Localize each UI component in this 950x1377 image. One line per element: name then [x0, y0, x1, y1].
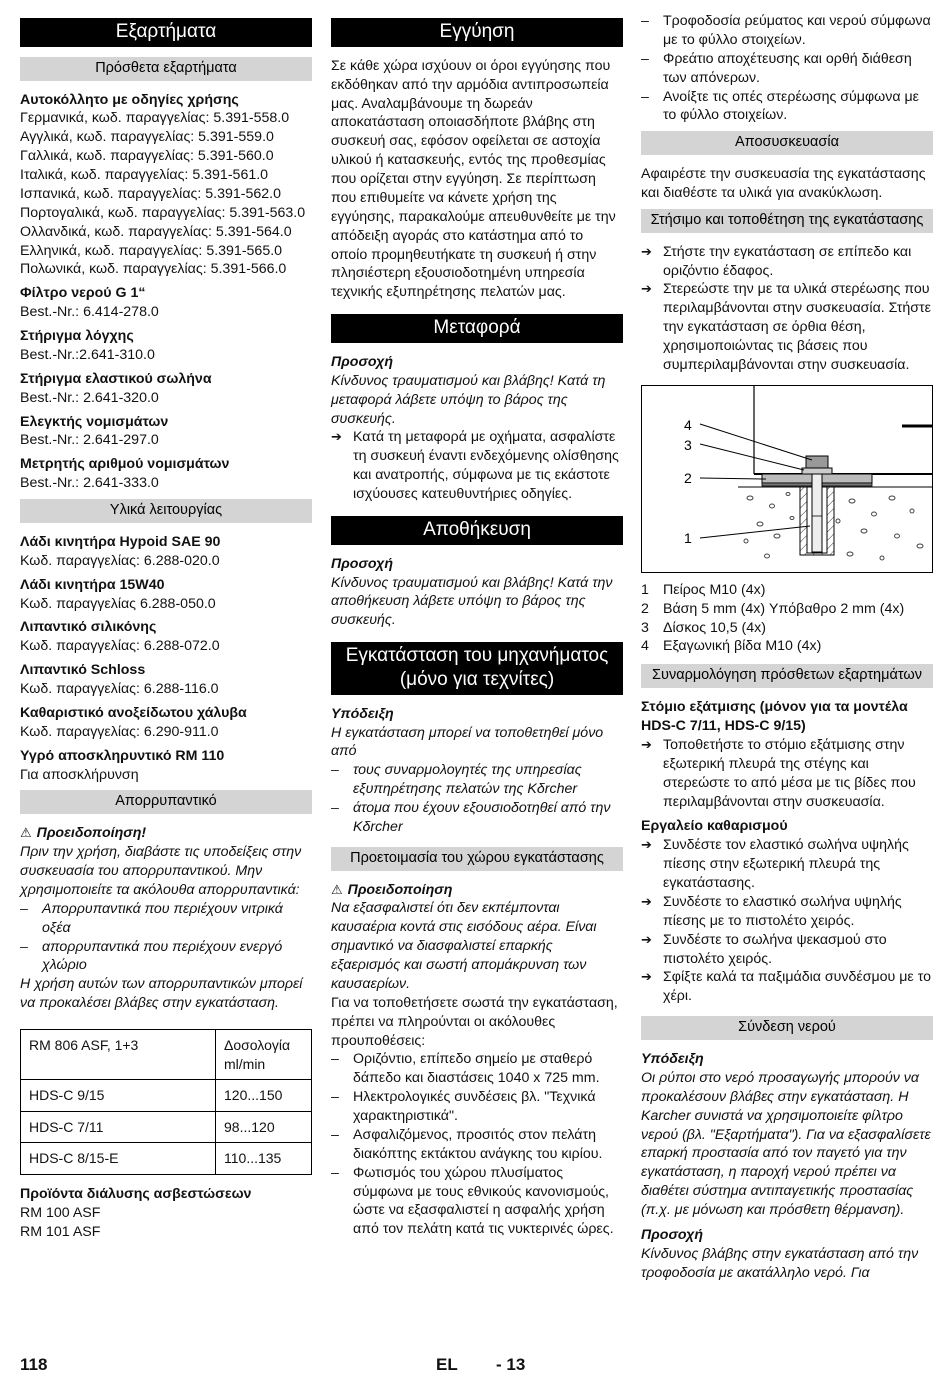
additional-accessories-heading: Πρόσθετα εξαρτήματα [20, 57, 312, 81]
list-item: – Ασφαλιζόμενος, προσιτός στον πελάτη διακόπτης εκτάκτου ανάγκης του κιρίου. [331, 1126, 623, 1164]
language-code: EL [436, 1355, 458, 1374]
diagram-label: 4 [684, 416, 692, 433]
sticker-line: Πολωνικά, κωδ. παραγγελίας: 5.391-566.0 [20, 261, 287, 278]
material-code: Κωδ. παραγγελίας 6.288-050.0 [20, 595, 216, 612]
sticker-line: Γερμανικά, κωδ. παραγγελίας: 5.391-558.0 [20, 110, 290, 127]
part-code: Best.-Nr.: 2.641-333.0 [20, 475, 159, 492]
water-caution-text: Κίνδυνος βλάβης στην εγκατάσταση από την τροφοδοσία με ακατάλληλο νερό. Για [641, 1245, 919, 1281]
list-item: – Τροφοδοσία ρεύματος και νερού σύμφωνα με το φύλλο στοιχείων. [641, 12, 933, 50]
table-header-cell: Δοσολογία ml/min [216, 1030, 312, 1080]
descale-line: RM 101 ASF [20, 1223, 101, 1240]
transport-caution-text: Κίνδυνος τραυματισμού και βλάβης! Κατά τη μεταφορά λάβετε υπόψη το βάρος της συσκευής. [331, 372, 606, 427]
list-item: – Οριζόντιο, επίπεδο σημείο με σταθερό δάπεδο και διαστάσεις 1040 x 725 mm. [331, 1050, 623, 1088]
table-cell: 98...120 [216, 1111, 312, 1143]
water-connection-heading: Σύνδεση νερού [641, 1016, 933, 1040]
column-2 [331, 14, 623, 1239]
storage-caution-text: Κίνδυνος τραυματισμού και βλάβης! Κατά την αποθήκευση λάβετε υπόψη το βάρος της συσκευής. [331, 574, 613, 629]
page-number-left: 118 [20, 1355, 48, 1374]
part-code: Best.-Nr.: 2.641-320.0 [20, 389, 159, 406]
detergent-warning-label: ⚠ Προειδοποίηση! [20, 825, 147, 842]
warning-triangle-icon: ⚠ [20, 825, 32, 841]
storage-title: Αποθήκευση [331, 516, 623, 545]
diagram-label: 3 [684, 436, 692, 453]
accessory-assembly-heading: Συναρμολόγηση πρόσθετων εξαρτημάτων [641, 664, 933, 688]
water-note-label: Υπόδειξη [641, 1051, 704, 1067]
requirements-list-continued [641, 12, 933, 125]
diagram-label: 2 [684, 469, 692, 486]
list-item: ➔ Συνδέστε το σωλήνα ψεκασμού στο πιστολέτο χειρός. [641, 931, 933, 969]
material-title: Λάδι κινητήρα Hypoid SAE 90 [20, 533, 221, 550]
unpacking-text: Αφαιρέστε την συσκευασία της εγκατάστασης και διαθέστε τα υλικά για ανακύκλωση. [641, 166, 926, 201]
transport-title: Μεταφορά [331, 314, 623, 343]
list-item: ➔ Σφίξτε καλά τα παξιμάδια συνδέσμου με το χέρι. [641, 968, 933, 1006]
list-item: – Ηλεκτρολογικές συνδέσεις βλ. "Τεχνικά χαρακτηριστικά". [331, 1088, 623, 1126]
list-item: – τους συναρμολογητές της υπηρεσίας εξυπηρέτησης πελατών της Kδrcher [331, 761, 623, 799]
setup-steps [641, 243, 933, 375]
materials-heading: Υλικά λειτουργίας [20, 499, 312, 523]
legend-item: 3 Δίσκος 10,5 (4x) [641, 619, 766, 636]
list-item: ➔ Στερεώστε την με τα υλικά στερέωσης που περιλαμβάνονται στην συσκευασία. Στήστε την εγκατάσταση σε όρθια θέση, χρησιμοποιώντας τις βάσεις που συμπεριλαμβάνονται στην συσκευασία. [641, 280, 933, 374]
sticker-line: Ελληνικά, κωδ. παραγγελίας: 5.391-565.0 [20, 242, 283, 259]
cleaning-tool-title: Εργαλείο καθαρισμού [641, 818, 788, 835]
table-cell: HDS-C 9/15 [21, 1080, 216, 1112]
warranty-title: Εγγύηση [331, 18, 623, 47]
sticker-line: Ιταλικά, κωδ. παραγγελίας: 5.391-561.0 [20, 167, 269, 184]
cleaning-tool-steps [641, 836, 933, 1006]
list-item: – Φρεάτιο αποχέτευσης και ορθή διάθεση των απόνερων. [641, 50, 933, 88]
legend-item: 4 Εξαγωνική βίδα M10 (4x) [641, 638, 822, 655]
site-preparation-heading: Προετοιμασία του χώρου εγκατάστασης [331, 847, 623, 871]
table-cell: HDS-C 8/15-E [21, 1143, 216, 1175]
list-item: – απορρυπαντικά που περιέχουν ενεργό χλώριο [20, 938, 312, 976]
table-cell: HDS-C 7/11 [21, 1111, 216, 1143]
material-code: Για αποσκλήρυνση [20, 766, 139, 783]
list-item: ➔ Κατά τη μεταφορά με οχήματα, ασφαλίστε τη συσκευή έναντι ενδεχόμενης ολίσθησης και ανατροπής, σύμφωνα με τις εκάστοτε ισχύουσες κατευθυντήριες οδηγίες. [331, 428, 623, 504]
nozzle-steps [641, 736, 933, 812]
part-title: Στήριγμα ελαστικού σωλήνα [20, 370, 212, 387]
diagram-label: 1 [684, 529, 692, 546]
legend-item: 1 Πείρος M10 (4x) [641, 581, 766, 598]
detergent-warning-list [20, 900, 312, 976]
column-1 [20, 14, 312, 1242]
part-title: Ελεγκτής νομισμάτων [20, 413, 169, 430]
warranty-text: Σε κάθε χώρα ισχύουν οι όροι εγγύησης που εκδόθηκαν από την αρμόδια αντιπροσωπεία μας. Αναλαμβάνουμε τη δωρεάν αποκατάσταση οποιασδήποτε βλάβης στη συσκευή σας, εφόσον οφείλεται σε αστοχία υλικού ή κατασκευής, εντός της προθεσμίας που ορίζεται στην εγγύηση. Σε περίπτωση που επιθυμείτε να κάνετε χρήση της εγγύησης, παρακαλούμε απευθυνθείτε με την απόδειξη αγοράς στο κατάστημα από το οποίο προμηθευτήκατε τη συσκευή ή στην πλησιέστερη εξουσιοδοτημένη υπηρεσία τεχνικής εξυπηρέτησης πελατών μας. [331, 57, 616, 301]
list-item: – άτομα που έχουν εξουσιοδοτηθεί από την Kδrcher [331, 799, 623, 837]
accessories-title: Εξαρτήματα [20, 18, 312, 47]
water-caution-label: Προσοχή [641, 1226, 703, 1243]
material-title: Καθαριστικό ανοξείδωτου χάλυβα [20, 704, 247, 721]
sticker-line: Ισπανικά, κωδ. παραγγελίας: 5.391-562.0 [20, 185, 281, 202]
list-item: – Φωτισμός του χώρου πλυσίματος σύμφωνα με τους εθνικούς κανονισμούς, ώστε να εξασφαλιστεί η ασφαλής χρήση από τον πελάτη κατά τις νυκτερινές ώρες. [331, 1164, 623, 1240]
prep-text: Για να τοποθετήσετε σωστά την εγκατάσταση, πρέπει να πληρούνται οι ακόλουθες προυποθέσεις: [331, 994, 618, 1049]
prep-warning-text: Να εξασφαλιστεί ότι δεν εκπέμπονται καυσαέρια κοντά στις εισόδους αέρα. Είναι σημαντικό να διασφαλιστεί επαρκής εξαερισμός και σωστή απομάκρυνση των καυσαερίων. [331, 900, 597, 992]
column-3 [641, 14, 933, 1283]
table-row [21, 1080, 312, 1112]
sticker-line: Ολλανδικά, κωδ. παραγγελίας: 5.391-564.0 [20, 223, 292, 240]
descale-line: RM 100 ASF [20, 1204, 101, 1221]
legend-item: 2 Βάση 5 mm (4x) Υπόβαθρο 2 mm (4x) [641, 600, 905, 617]
part-title: Μετρητής αριθμού νομισμάτων [20, 456, 230, 473]
anchor-bolt-drawing [642, 386, 932, 572]
list-item: – Απορρυπαντικά που περιέχουν νιτρικά οξέα [20, 900, 312, 938]
list-item: ➔ Συνδέστε τον ελαστικό σωλήνα υψηλής πίεσης στην εξωτερική πλευρά της εγκατάστασης. [641, 836, 933, 893]
material-title: Λάδι κινητήρα 15W40 [20, 576, 165, 593]
dosage-table [20, 1029, 312, 1175]
table-row [21, 1111, 312, 1143]
material-title: Λιπαντικό Schloss [20, 662, 146, 679]
prep-warning-label: ⚠ Προειδοποίηση [331, 881, 453, 898]
material-title: Υγρό αποσκληρυντικό RM 110 [20, 747, 225, 764]
transport-caution-label: Προσοχή [331, 353, 393, 370]
unpacking-heading: Αποσυσκευασία [641, 131, 933, 155]
diagram-legend [641, 581, 933, 657]
list-item: ➔ Τοποθετήστε το στόμιο εξάτμισης στην εξωτερική πλευρά της στέγης και στερεώστε το από μέσα με τις βίδες που περιλαμβάνονται στην συσκευασία. [641, 736, 933, 812]
detergent-warning-text: Πριν την χρήση, διαβάστε τις υποδείξεις στην συσκευασία του απορρυπαντικού. Μην χρησιμοποιείτε τα ακόλουθα απορρυπαντικά: [20, 844, 302, 898]
sticker-title: Αυτοκόλλητο με οδηγίες χρήσης [20, 91, 239, 108]
setup-heading: Στήσιμο και τοποθέτηση της εγκατάστασης [641, 209, 933, 233]
install-note-list [331, 761, 623, 837]
table-row [21, 1030, 312, 1080]
install-note-text: Η εγκατάσταση μπορεί να τοποθετηθεί μόνο από [331, 724, 604, 760]
nozzle-title: Στόμιο εξάτμισης (μόνον για τα μοντέλα HDS-C 7/11, HDS-C 9/15) [641, 699, 908, 735]
storage-caution-label: Προσοχή [331, 555, 393, 572]
material-code: Κωδ. παραγγελίας: 6.288-072.0 [20, 638, 220, 655]
list-item: ➔ Στήστε την εγκατάσταση σε επίπεδο και οριζόντιο έδαφος. [641, 243, 933, 281]
table-header-cell: RM 806 ASF, 1+3 [21, 1030, 216, 1080]
detergent-warning-end: Η χρήση αυτών των απορρυπαντικών μπορεί να προκαλέσει βλάβες στην εγκατάσταση. [20, 976, 303, 1012]
list-item: ➔ Συνδέστε το ελαστικό σωλήνα υψηλής πίεσης με το πιστολέτο χειρός. [641, 893, 933, 931]
material-code: Κωδ. παραγγελίας: 6.290-911.0 [20, 723, 219, 740]
table-cell: 110...135 [216, 1143, 312, 1175]
install-note-label: Υπόδειξη [331, 705, 394, 722]
part-title: Φίλτρο νερού G 1“ [20, 285, 146, 302]
sticker-line: Αγγλικά, κωδ. παραγγελίας: 5.391-559.0 [20, 129, 274, 146]
sticker-line: Γαλλικά, κωδ. παραγγελίας: 5.391-560.0 [20, 148, 274, 165]
part-code: Best.-Nr.:2.641-310.0 [20, 346, 155, 363]
page-number-right: - 13 [496, 1355, 526, 1374]
part-code: Best.-Nr.: 2.641-297.0 [20, 432, 159, 449]
sticker-line: Πορτογαλικά, κωδ. παραγγελίας: 5.391-563.0 [20, 204, 306, 221]
descale-title: Προϊόντα διάλυσης ασβεστώσεων [20, 1186, 252, 1203]
material-code: Κωδ. παραγγελίας: 6.288-020.0 [20, 552, 220, 569]
material-code: Κωδ. παραγγελίας: 6.288-116.0 [20, 681, 219, 698]
water-note-text: Οι ρύποι στο νερό προσαγωγής μπορούν να προκαλέσουν βλάβες στην εγκατάσταση. Η Karcher συνιστά να χρησιμοποιείτε φίλτρο νερού (βλ. "Εξαρτήματα"). Για να εξασφαλίσετε επαρκή προστασία από τον παγετό για την εγκατάσταση, η παροχή νερού πρέπει να διαθέτει σύστημα αντιπαγετικής προστασίας (π.χ. με μόνωση και πρόσθετη θέρμανση). [641, 1069, 931, 1218]
installation-title: Εγκατάσταση του μηχανήματος (μόνο για τεχνίτες) [331, 642, 623, 695]
list-item: – Ανοίξτε τις οπές στερέωσης σύμφωνα με το φύλλο στοιχείων. [641, 88, 933, 126]
table-row [21, 1143, 312, 1175]
anchor-bolt-diagram [641, 385, 933, 573]
material-title: Λιπαντικό σιλικόνης [20, 619, 157, 636]
warning-triangle-icon: ⚠ [331, 881, 343, 897]
part-title: Στήριγμα λόγχης [20, 328, 134, 345]
detergent-heading: Απορρυπαντικό [20, 790, 312, 814]
part-code: Best.-Nr.: 6.414-278.0 [20, 304, 159, 321]
prep-list [331, 1050, 623, 1239]
table-cell: 120...150 [216, 1080, 312, 1112]
transport-steps [331, 428, 623, 504]
